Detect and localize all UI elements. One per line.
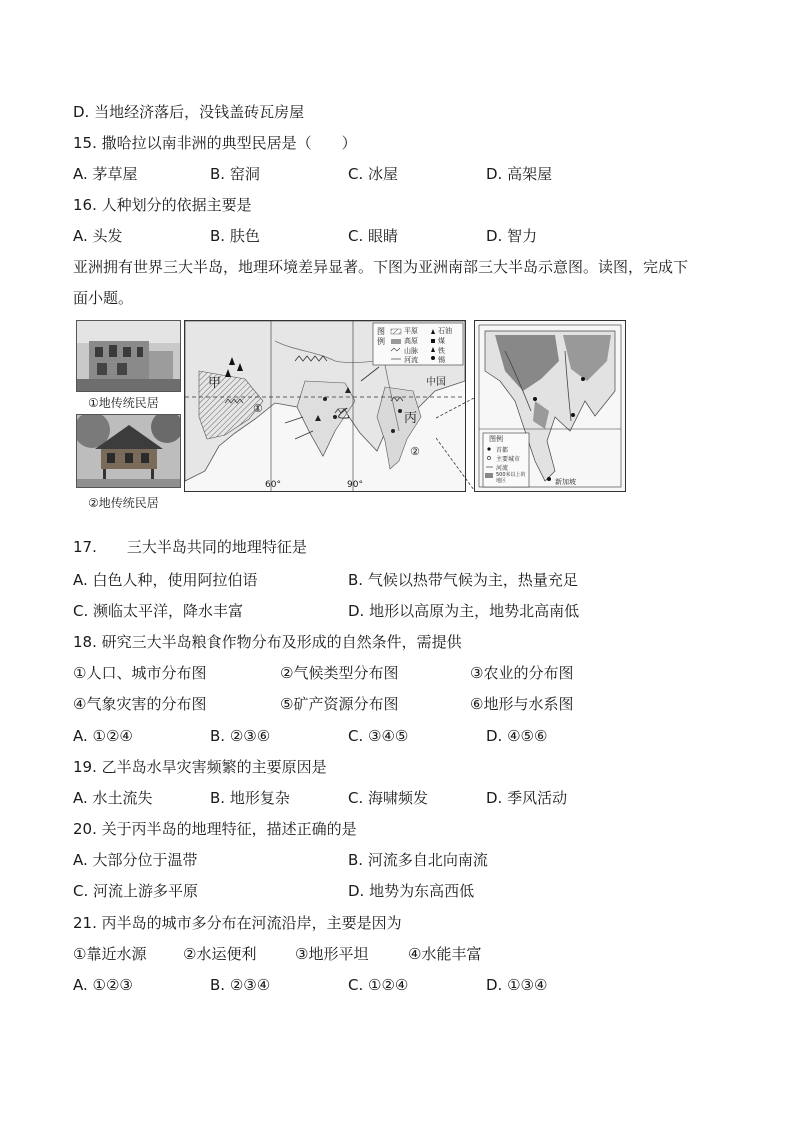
inset-city-singapore: 新加坡 (555, 478, 576, 486)
q18-item-5: ⑤矿产资源分布图 (280, 695, 399, 713)
question-15: 15. 撒哈拉以南非洲的典型民居是（ ） (73, 134, 357, 152)
q21-option-d[interactable]: D. ①③④ (486, 976, 548, 994)
q15-option-a[interactable]: A. 茅草屋 (73, 165, 138, 183)
intro-text-1: 亚洲拥有世界三大半岛，地理环境差异显著。下图为亚洲南部三大半岛示意图。读图，完成下 (73, 258, 689, 276)
legend-plateau: 高原 (404, 337, 418, 345)
south-asia-map (184, 320, 466, 492)
q16-option-d[interactable]: D. 智力 (486, 227, 538, 245)
dwelling-photo-1 (76, 320, 181, 392)
legend-coal: 煤 (438, 337, 445, 345)
q18-option-d[interactable]: D. ④⑤⑥ (486, 727, 548, 745)
inset-legend-city: 主要城市 (496, 456, 521, 463)
inset-legend-capital: 首都 (496, 447, 509, 454)
q21-item-1: ①靠近水源 (73, 945, 147, 963)
q18-item-3: ③农业的分布图 (470, 664, 574, 682)
q20-option-b[interactable]: B. 河流多自北向南流 (348, 851, 488, 869)
inset-legend-river: 河流 (496, 465, 509, 472)
question-19: 19. 乙半岛水旱灾害频繁的主要原因是 (73, 758, 327, 776)
q16-option-b[interactable]: B. 肤色 (210, 227, 260, 245)
legend-oil: 石油 (438, 327, 452, 335)
peninsula-figure (76, 318, 626, 514)
photo-caption-1: ①地传统民居 (88, 396, 159, 410)
q17-option-b[interactable]: B. 气候以热带气候为主，热量充足 (348, 571, 578, 589)
label-jia: 甲 (208, 376, 222, 391)
q18-item-4: ④气象灾害的分布图 (73, 695, 207, 713)
legend-tin: 锡 (438, 356, 445, 364)
q20-option-d[interactable]: D. 地势为东高西低 (348, 882, 475, 900)
q17-option-d[interactable]: D. 地形以高原为主，地势北高南低 (348, 602, 580, 620)
q19-option-b[interactable]: B. 地形复杂 (210, 789, 290, 807)
q19-option-c[interactable]: C. 海啸频发 (348, 789, 429, 807)
label-mark-1: ① (253, 402, 263, 415)
inset-legend-title: 图例 (489, 435, 503, 443)
label-lon-60: 60° (265, 480, 281, 490)
q21-item-3: ③地形平坦 (295, 945, 369, 963)
label-yi: 乙 (337, 407, 351, 422)
q18-item-1: ①人口、城市分布图 (73, 664, 207, 682)
indochina-inset-map (474, 320, 626, 492)
dwelling-photo-2 (76, 414, 181, 488)
q18-option-c[interactable]: C. ③④⑤ (348, 727, 409, 745)
prev-option-d: D. 当地经济落后，没钱盖砖瓦房屋 (73, 103, 305, 121)
legend-iron: 铁 (438, 347, 445, 355)
q16-option-a[interactable]: A. 头发 (73, 227, 123, 245)
q21-item-2: ②水运便利 (183, 945, 257, 963)
q18-item-6: ⑥地形与水系图 (470, 695, 574, 713)
q21-option-c[interactable]: C. ①②④ (348, 976, 409, 994)
q15-option-d[interactable]: D. 高架屋 (486, 165, 553, 183)
q16-option-c[interactable]: C. 眼睛 (348, 227, 399, 245)
label-lon-90: 90° (347, 480, 363, 490)
q15-option-b[interactable]: B. 窑洞 (210, 165, 260, 183)
q21-option-b[interactable]: B. ②③④ (210, 976, 271, 994)
q18-option-a[interactable]: A. ①②④ (73, 727, 133, 745)
legend-plain: 平原 (404, 327, 418, 335)
question-20: 20. 关于丙半岛的地理特征，描述正确的是 (73, 820, 357, 838)
intro-text-2: 面小题。 (73, 289, 134, 307)
q18-option-b[interactable]: B. ②③⑥ (210, 727, 271, 745)
legend-river: 河流 (404, 356, 418, 364)
q20-option-a[interactable]: A. 大部分位于温带 (73, 851, 198, 869)
q15-option-c[interactable]: C. 冰屋 (348, 165, 399, 183)
q17-option-c[interactable]: C. 濒临太平洋，降水丰富 (73, 602, 244, 620)
q18-item-2: ②气候类型分布图 (280, 664, 399, 682)
q19-option-d[interactable]: D. 季风活动 (486, 789, 568, 807)
label-mark-2: ② (410, 445, 420, 458)
q20-option-c[interactable]: C. 河流上游多平原 (73, 882, 199, 900)
q21-item-4: ④水能丰富 (408, 945, 482, 963)
q17-option-a[interactable]: A. 白色人种，使用阿拉伯语 (73, 571, 258, 589)
question-21: 21. 丙半岛的城市多分布在河流沿岸，主要是因为 (73, 914, 402, 932)
label-china: 中国 (426, 377, 446, 388)
question-17: 17. 三大半岛共同的地理特征是 (73, 538, 307, 556)
zoom-connector (436, 398, 476, 498)
photo-caption-2: ②地传统民居 (88, 496, 159, 510)
label-bing: 丙 (404, 411, 418, 426)
q19-option-a[interactable]: A. 水土流失 (73, 789, 153, 807)
question-18: 18. 研究三大半岛粮食作物分布及形成的自然条件，需提供 (73, 633, 462, 651)
legend-title: 图例 (377, 327, 385, 346)
question-16: 16. 人种划分的依据主要是 (73, 196, 252, 214)
inset-legend-elevation: 500米以上的地区 (496, 472, 526, 484)
legend-mountain: 山脉 (404, 347, 418, 355)
q21-option-a[interactable]: A. ①②③ (73, 976, 133, 994)
